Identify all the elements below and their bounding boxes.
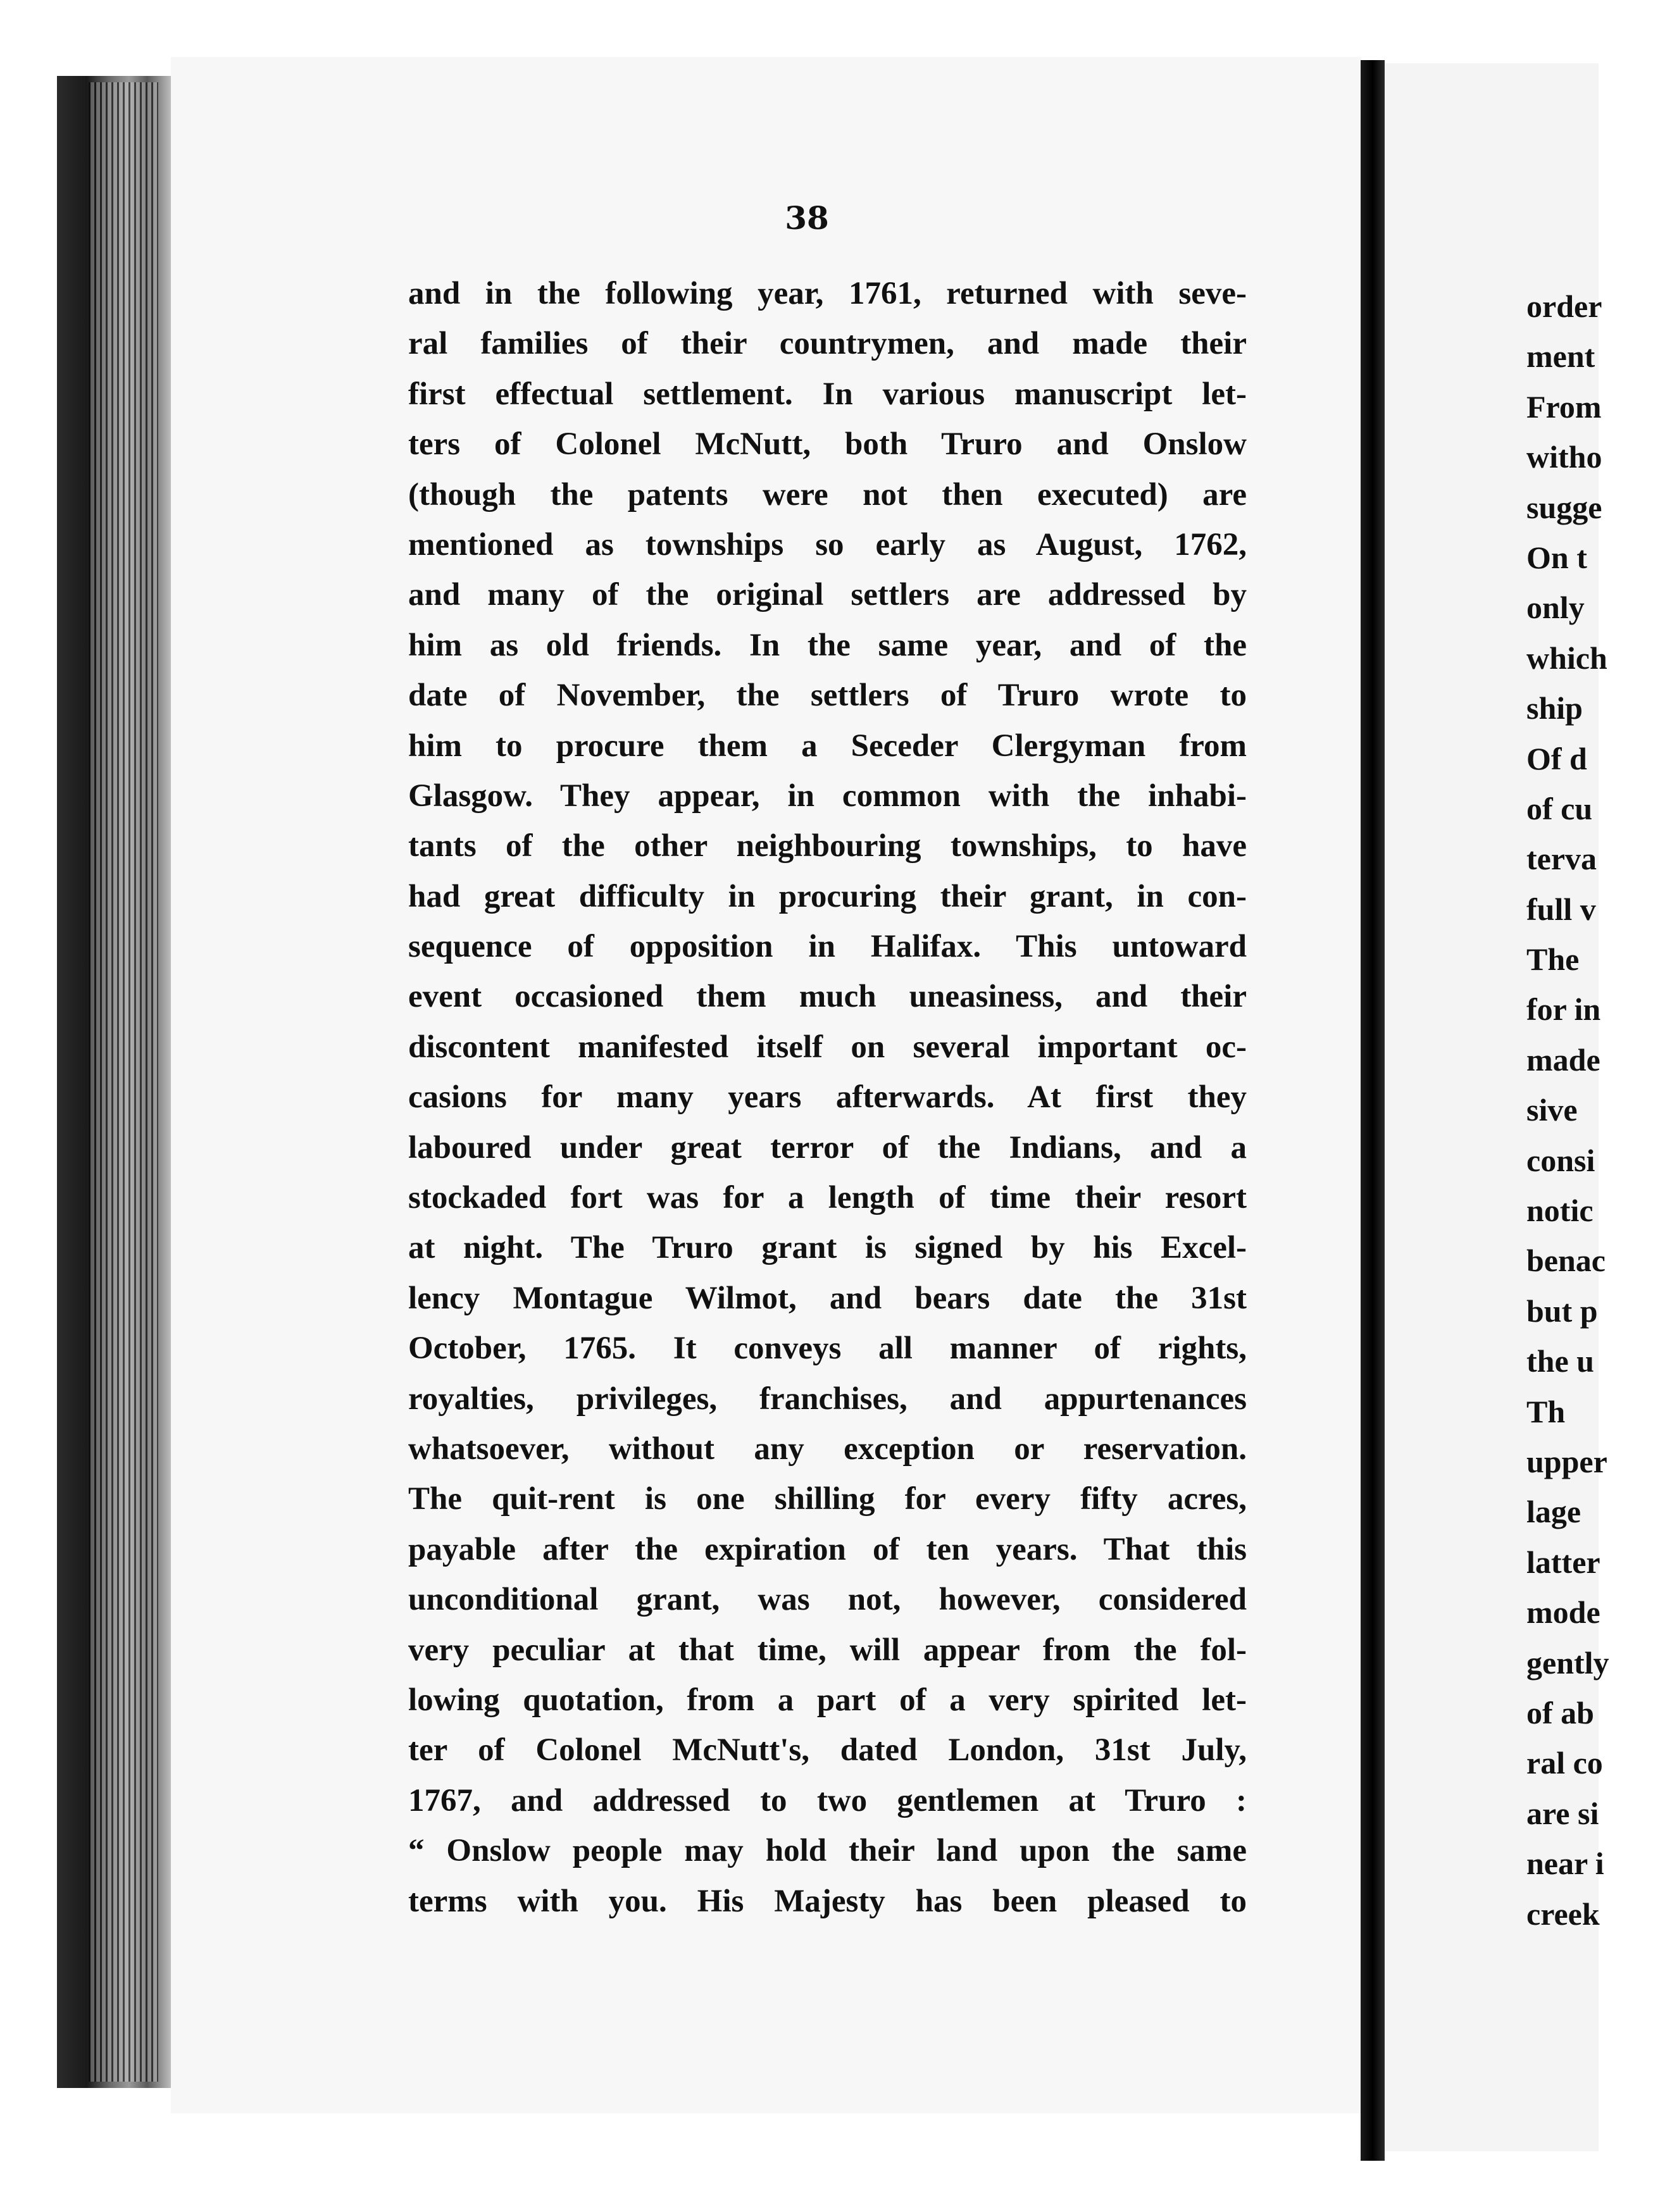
text-line: him to procure them a Seceder Clergyman from [408, 728, 1247, 764]
text-fragment: sive [1526, 1092, 1578, 1128]
text-line: mentioned as townships so early as August, 1762, [408, 526, 1247, 562]
text-line: payable after the expiration of ten years. That this [408, 1531, 1247, 1567]
text-fragment: full v [1526, 891, 1596, 927]
text-fragment: near i [1526, 1846, 1604, 1882]
right-page-clip [1385, 63, 1609, 2151]
text-fragment: only [1526, 590, 1585, 626]
page-number: 38 [785, 199, 829, 237]
text-line: first effectual settlement. In various manuscript let- [408, 376, 1247, 412]
text-line: ters of Colonel McNutt, both Truro and Onslow [408, 426, 1247, 463]
text-line: lency Montague Wilmot, and bears date the 31st [408, 1280, 1247, 1316]
text-fragment: but p [1526, 1293, 1598, 1329]
text-fragment: of ab [1526, 1694, 1594, 1730]
text-line: 1767, and addressed to two gentlemen at Truro : [408, 1782, 1247, 1818]
text-fragment: consi [1526, 1142, 1595, 1178]
text-fragment: notic [1526, 1193, 1594, 1229]
text-line: unconditional grant, was not, however, considered [408, 1582, 1247, 1618]
text-line: sequence of opposition in Halifax. This untoward [408, 929, 1247, 965]
text-fragment: terva [1526, 841, 1597, 877]
text-fragment: for in [1526, 991, 1601, 1028]
text-line: ral families of their countrymen, and made their [408, 326, 1247, 362]
text-fragment: latter [1526, 1544, 1600, 1580]
left-page-body-text [408, 269, 1247, 1927]
text-line: date of November, the settlers of Truro wrote to [408, 678, 1247, 714]
text-line: event occasioned them much uneasiness, and their [408, 979, 1247, 1015]
text-line: terms with you. His Majesty has been pleased to [408, 1883, 1247, 1919]
text-line: royalties, privileges, franchises, and appurtenances [408, 1381, 1247, 1417]
text-fragment: lage [1526, 1494, 1581, 1530]
text-line: The quit-rent is one shilling for every fifty acres, [408, 1481, 1247, 1517]
text-line: whatsoever, without any exception or reservation. [408, 1431, 1247, 1467]
text-fragment: ship [1526, 690, 1583, 726]
text-fragment: ment [1526, 339, 1595, 375]
book-gutter [1361, 60, 1385, 2161]
text-fragment: mode [1526, 1594, 1600, 1631]
text-fragment: From [1526, 388, 1602, 425]
text-line: “ Onslow people may hold their land upon the same [408, 1833, 1247, 1869]
text-fragment: which [1526, 640, 1607, 676]
page-edges [89, 82, 158, 2082]
text-fragment: The [1526, 941, 1580, 978]
text-fragment: upper [1526, 1443, 1607, 1479]
text-line: tants of the other neighbouring townships, to have [408, 828, 1247, 864]
text-fragment: are si [1526, 1795, 1599, 1831]
text-fragment: of cu [1526, 790, 1593, 826]
text-line: October, 1765. It conveys all manner of rights, [408, 1331, 1247, 1367]
text-line: discontent manifested itself on several important oc- [408, 1029, 1247, 1065]
text-fragment: Th [1526, 1393, 1566, 1429]
text-line: had great difficulty in procuring their grant, in con- [408, 878, 1247, 914]
text-fragment: the u [1526, 1343, 1594, 1379]
text-fragment: Of d [1526, 740, 1587, 776]
text-line: very peculiar at that time, will appear from the fol- [408, 1632, 1247, 1668]
text-fragment: made [1526, 1041, 1600, 1078]
text-fragment: benac [1526, 1243, 1606, 1279]
text-fragment: sugge [1526, 489, 1602, 525]
text-line: casions for many years afterwards. At first they [408, 1079, 1247, 1115]
text-fragment: creek [1526, 1896, 1600, 1932]
text-line: at night. The Truro grant is signed by his Excel- [408, 1230, 1247, 1266]
text-line: and in the following year, 1761, returned with seve- [408, 276, 1247, 311]
text-line: Glasgow. They appear, in common with the inhabi- [408, 778, 1247, 814]
text-fragment: ral co [1526, 1745, 1603, 1781]
text-fragment: order [1526, 289, 1602, 324]
text-fragment: On t [1526, 539, 1587, 575]
text-fragment: gently [1526, 1644, 1609, 1681]
text-line: lowing quotation, from a part of a very spirited let- [408, 1682, 1247, 1718]
text-line: stockaded fort was for a length of time their resort [408, 1180, 1247, 1216]
text-line: laboured under great terror of the Indians, and a [408, 1129, 1247, 1165]
text-line: and many of the original settlers are addressed by [408, 577, 1247, 613]
text-line: him as old friends. In the same year, and of the [408, 627, 1247, 663]
text-line: ter of Colonel McNutt's, dated London, 31st July, [408, 1732, 1247, 1768]
text-fragment: witho [1526, 439, 1602, 475]
right-page-text-fragments [1526, 282, 1653, 1939]
text-line: (though the patents were not then executed) are [408, 476, 1247, 513]
